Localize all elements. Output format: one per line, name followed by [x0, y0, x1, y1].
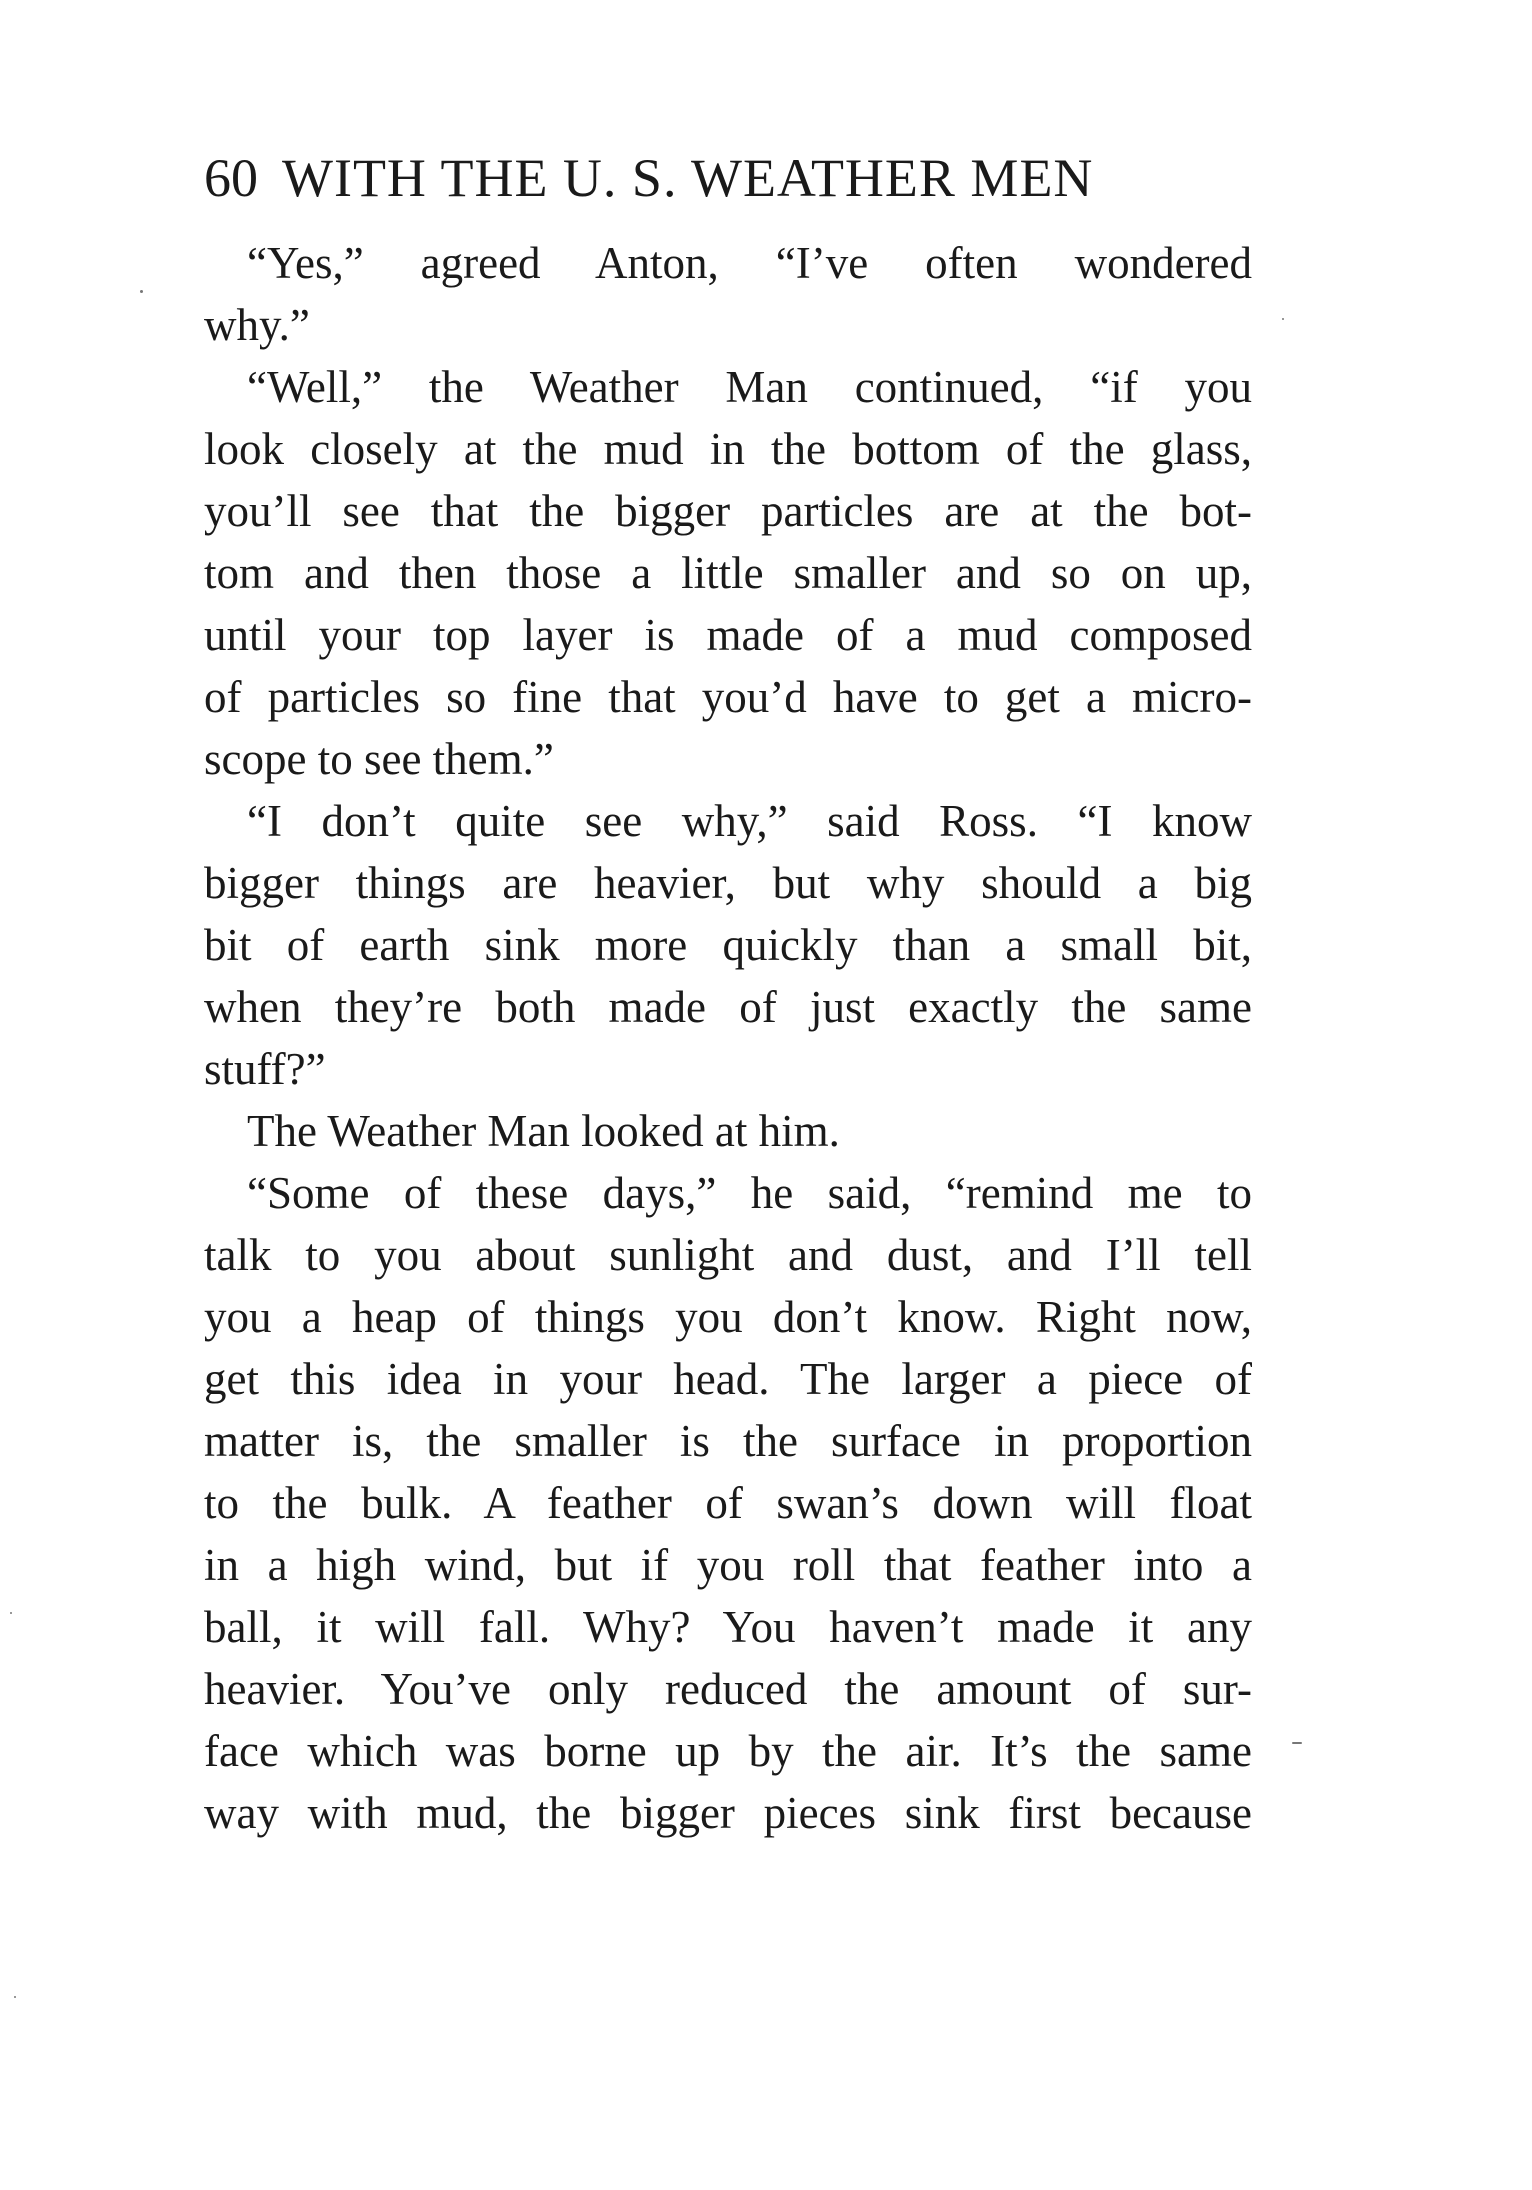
paper-speck [140, 290, 143, 293]
text-line: look closely at the mud in the bottom of the glass, [204, 424, 1252, 474]
text-line: matter is, the smaller is the surface in proportion [204, 1416, 1252, 1466]
text-line: why.” [204, 300, 310, 350]
text-line: get this idea in your head. The larger a piece of [204, 1354, 1252, 1404]
text-line: until your top layer is made of a mud composed [204, 610, 1252, 660]
text-line: scope to see them.” [204, 734, 554, 784]
text-line: “Well,” the Weather Man continued, “if you [247, 362, 1252, 412]
text-line: of particles so fine that you’d have to get a micro- [204, 672, 1252, 722]
text-line: to the bulk. A feather of swan’s down will float [204, 1478, 1252, 1528]
text-line: in a high wind, but if you roll that feather into a [204, 1540, 1252, 1590]
text-line: tom and then those a little smaller and so on up, [204, 548, 1252, 598]
paper-speck [1292, 1742, 1302, 1744]
text-line: way with mud, the bigger pieces sink first because [204, 1788, 1252, 1838]
page-number: 60 [204, 148, 258, 208]
text-line: “I don’t quite see why,” said Ross. “I know [247, 796, 1252, 846]
paper-speck [14, 1996, 16, 1998]
text-line: “Some of these days,” he said, “remind me to [247, 1168, 1252, 1218]
paper-speck [10, 1612, 12, 1614]
paper-speck [1282, 318, 1284, 320]
text-line: The Weather Man looked at him. [247, 1106, 840, 1156]
text-line: bit of earth sink more quickly than a small bit, [204, 920, 1252, 970]
text-line: ball, it will fall. Why? You haven’t made it any [204, 1602, 1252, 1652]
text-line: face which was borne up by the air. It’s the same [204, 1726, 1252, 1776]
text-line: talk to you about sunlight and dust, and I’ll tell [204, 1230, 1252, 1280]
text-line: when they’re both made of just exactly the same [204, 982, 1252, 1032]
text-line: bigger things are heavier, but why should a big [204, 858, 1252, 908]
text-line: heavier. You’ve only reduced the amount of sur- [204, 1664, 1252, 1714]
text-line: stuff?” [204, 1044, 326, 1094]
text-line: “Yes,” agreed Anton, “I’ve often wondered [247, 238, 1252, 288]
text-line: you a heap of things you don’t know. Right now, [204, 1292, 1252, 1342]
page-header [204, 138, 1244, 218]
running-head: WITH THE U. S. WEATHER MEN [282, 148, 1094, 208]
text-line: you’ll see that the bigger particles are at the bot- [204, 486, 1252, 536]
